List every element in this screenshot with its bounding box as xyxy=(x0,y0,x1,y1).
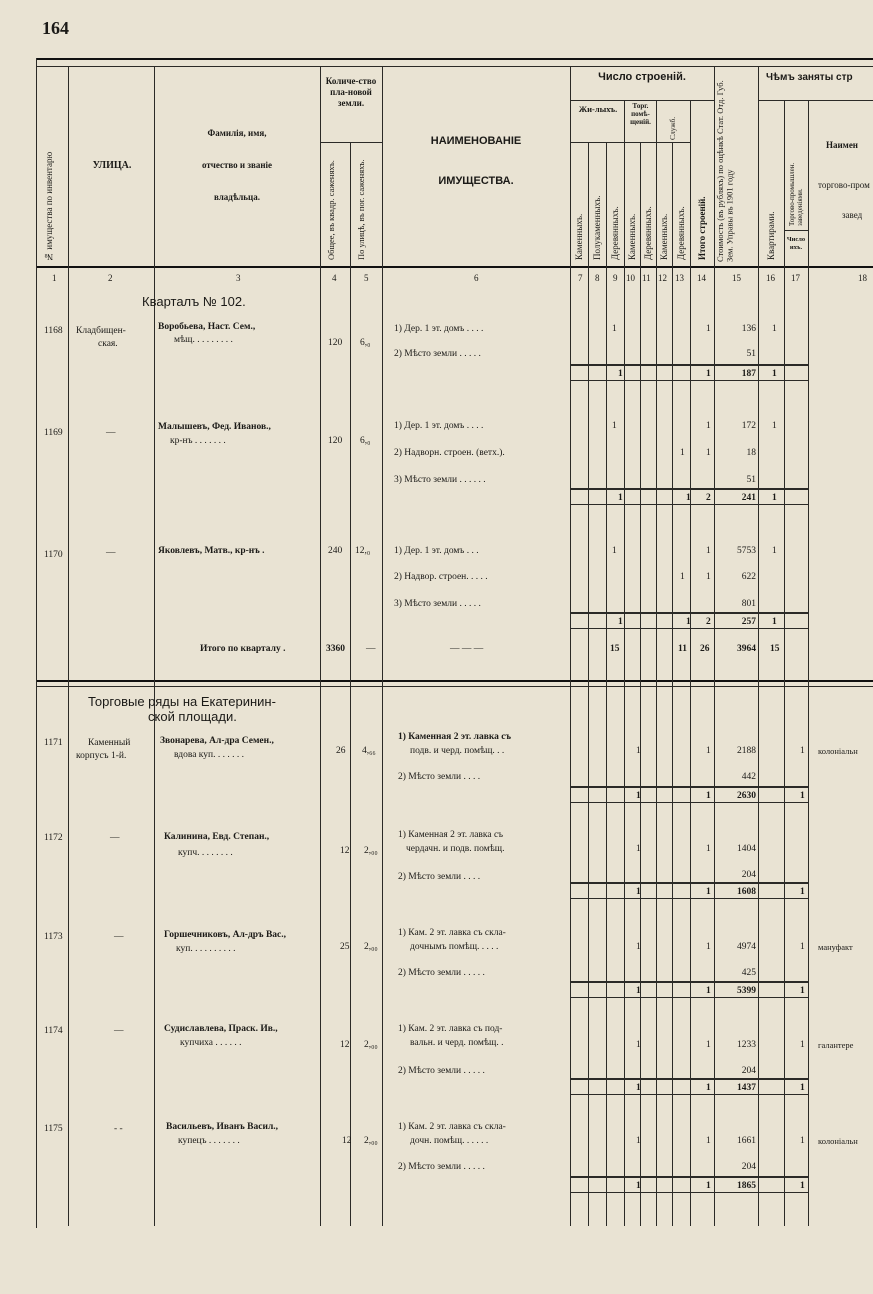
col-number: 4 xyxy=(332,273,337,283)
quarter-total-c9: 15 xyxy=(610,644,620,654)
owner-name: Яковлевъ, Матв., кр-нъ . xyxy=(158,546,265,556)
trade-type: колоніальн xyxy=(818,1136,858,1146)
quarter-total-item: — — — xyxy=(450,644,484,654)
header-street: УЛИЦА. xyxy=(92,160,132,171)
header-land-total: Общее, въ квадр. саженяхъ. xyxy=(326,160,336,260)
street: — xyxy=(106,428,116,438)
total-value: 257 xyxy=(741,617,756,627)
header-service: Служб. xyxy=(668,116,677,140)
land-area: 120 xyxy=(328,436,343,446)
header-c11: Деревянныхъ. xyxy=(643,206,653,260)
col-number: 3 xyxy=(236,273,241,283)
total-apartments: 1 xyxy=(772,369,777,379)
header-c17: Торгово-промышлен. заведеніями. xyxy=(788,162,804,226)
total-apartments: 1 xyxy=(772,493,777,503)
total-trade: 1 xyxy=(800,986,805,996)
land-area: 240 xyxy=(328,546,343,556)
property-item: 1) Каменная 2 эт. лавка съ xyxy=(398,732,512,742)
count-c13: 1 xyxy=(680,572,685,582)
value-rub: 204 xyxy=(741,870,756,880)
count-total: 1 xyxy=(706,746,711,756)
col-number: 8 xyxy=(595,273,600,283)
header-c8: Полукаменныхъ. xyxy=(592,195,602,260)
quarter-total-c13: 11 xyxy=(678,644,687,654)
count-total: 1 xyxy=(706,1040,711,1050)
header-inventory-number: № имущества по инвентарю xyxy=(44,151,54,262)
owner-status: куп. . . . . . . . . . xyxy=(176,944,236,954)
total-count: 2 xyxy=(706,493,711,503)
street: — xyxy=(110,833,120,843)
owner-name: Воробьева, Наст. Сем., xyxy=(158,322,256,332)
section-title-trade-rows-l2: ской площади. xyxy=(148,709,237,724)
col-number: 10 xyxy=(626,273,635,283)
property-item: 2) Мѣсто земли . . . . xyxy=(398,772,481,782)
quarter-total-front: — xyxy=(366,644,376,654)
header-c18-l3: завед xyxy=(842,210,863,220)
owner-name: Горшечниковъ, Ал-дръ Вас., xyxy=(164,930,287,940)
land-area: 12 xyxy=(340,846,350,856)
col-number: 17 xyxy=(791,273,800,283)
header-buildings-group: Число строеній. xyxy=(598,71,686,83)
header-trade: Торг. помѣ-щеній. xyxy=(630,102,651,126)
property-item: подв. и черд. помѣщ. . . xyxy=(410,746,505,756)
trade-type: колоніальн xyxy=(818,746,858,756)
header-c13: Деревянныхъ. xyxy=(676,206,686,260)
value-rub: 425 xyxy=(741,968,756,978)
count-total: 1 xyxy=(706,448,711,458)
col-number: 18 xyxy=(858,273,867,283)
col-number: 16 xyxy=(766,273,775,283)
total-trade: 1 xyxy=(800,1181,805,1191)
header-c18-l2: торгово-пром xyxy=(818,180,870,190)
col-number: 2 xyxy=(108,273,113,283)
street: Кладбищен- xyxy=(76,326,126,336)
land-area: 120 xyxy=(328,338,343,348)
header-c10: Каменныхъ. xyxy=(627,213,637,260)
land-front: 2,₀₀ xyxy=(364,942,378,952)
street: — xyxy=(114,932,124,942)
value-rub: 51 xyxy=(746,349,756,359)
land-front: 2,₀₀ xyxy=(364,1136,378,1146)
total-value: 1608 xyxy=(737,887,756,897)
header-c7: Каменныхъ. xyxy=(574,213,584,260)
property-item: 2) Надворн. строен. (ветх.). xyxy=(394,448,505,458)
property-item: 1) Дер. 1 эт. домъ . . . . xyxy=(394,421,484,431)
owner-status: мѣщ. . . . . . . . . xyxy=(174,335,233,345)
land-front: 12,₀ xyxy=(355,546,371,556)
street: - - xyxy=(114,1124,123,1134)
land-area: 12 xyxy=(342,1136,352,1146)
count-apartments: 1 xyxy=(772,546,777,556)
land-front: 4,₆₆ xyxy=(362,746,376,756)
total-c10: 1 xyxy=(636,1083,641,1093)
value-rub: 1233 xyxy=(737,1040,756,1050)
property-item: 3) Мѣсто земли . . . . . xyxy=(394,599,481,609)
inventory-number: 1169 xyxy=(44,428,63,438)
property-item: дочнымъ помѣщ. . . . . xyxy=(410,942,499,952)
count-c9: 1 xyxy=(612,546,617,556)
total-value: 1865 xyxy=(737,1181,756,1191)
value-rub: 204 xyxy=(741,1162,756,1172)
property-item: 2) Мѣсто земли . . . . xyxy=(398,872,481,882)
col-number: 5 xyxy=(364,273,369,283)
property-item: 1) Дер. 1 эт. домъ . . . . xyxy=(394,324,484,334)
header-owner-l2: отчество и званіе xyxy=(201,160,273,170)
col-number: 11 xyxy=(642,273,651,283)
land-front: 2,₀₀ xyxy=(364,846,378,856)
property-item: 1) Кам. 2 эт. лавка съ скла- xyxy=(398,928,506,938)
total-count: 2 xyxy=(706,617,711,627)
header-c16: Квартирами. xyxy=(766,211,776,260)
section-title-quarter: Кварталъ № 102. xyxy=(142,294,246,309)
count-c10: 1 xyxy=(636,1040,641,1050)
count-c10: 1 xyxy=(636,844,641,854)
count-trade: 1 xyxy=(800,746,805,756)
total-c9: 1 xyxy=(618,617,623,627)
land-front: 2,₀₀ xyxy=(364,1040,378,1050)
land-front: 6,₀ xyxy=(360,338,371,348)
value-rub: 2188 xyxy=(737,746,756,756)
street: ская. xyxy=(98,339,118,349)
owner-name: Калинина, Евд. Степан., xyxy=(164,832,270,842)
count-c10: 1 xyxy=(636,1136,641,1146)
page-number: 164 xyxy=(42,18,69,38)
value-rub: 1661 xyxy=(737,1136,756,1146)
inventory-number: 1168 xyxy=(44,326,63,336)
total-trade: 1 xyxy=(800,791,805,801)
total-value: 1437 xyxy=(737,1083,756,1093)
header-c12: Каменныхъ. xyxy=(659,213,669,260)
value-rub: 18 xyxy=(746,448,756,458)
quarter-total-area: 3360 xyxy=(326,644,345,654)
total-c13: 1 xyxy=(686,617,691,627)
property-item: чердачн. и подв. помѣщ. xyxy=(406,844,505,854)
total-trade: 1 xyxy=(800,1083,805,1093)
inventory-number: 1175 xyxy=(44,1124,63,1134)
total-value: 187 xyxy=(741,369,756,379)
property-item: 2) Мѣсто земли . . . . . xyxy=(398,1162,485,1172)
section-title-trade-rows: Торговые ряды на Екатеринин- xyxy=(88,694,276,709)
total-value: 5399 xyxy=(737,986,756,996)
total-value: 241 xyxy=(741,493,756,503)
count-trade: 1 xyxy=(800,942,805,952)
total-value: 2630 xyxy=(737,791,756,801)
col-number: 9 xyxy=(613,273,618,283)
header-owner-l3: владѣльца. xyxy=(214,192,260,202)
count-apartments: 1 xyxy=(772,324,777,334)
header-owner-l1: Фамилія, имя, xyxy=(207,128,267,138)
count-c10: 1 xyxy=(636,746,641,756)
owner-name: Звонарева, Ал-дра Семен., xyxy=(160,736,274,746)
total-apartments: 1 xyxy=(772,617,777,627)
total-trade: 1 xyxy=(800,887,805,897)
header-land-front: По улицѣ, въ пог. саженяхъ. xyxy=(356,159,366,260)
header-occupied-group: Чѣмъ заняты стр xyxy=(766,72,853,83)
count-total: 1 xyxy=(706,1136,711,1146)
owner-status: купч. . . . . . . . xyxy=(178,848,233,858)
land-area: 25 xyxy=(340,942,350,952)
count-c9: 1 xyxy=(612,324,617,334)
owner-name: Малышевъ, Фед. Иванов., xyxy=(158,422,271,432)
value-rub: 801 xyxy=(741,599,756,609)
count-total: 1 xyxy=(706,942,711,952)
count-trade: 1 xyxy=(800,1136,805,1146)
street: Каменный xyxy=(88,738,131,748)
col-number: 1 xyxy=(52,273,57,283)
inventory-number: 1172 xyxy=(44,833,63,843)
property-item: 2) Мѣсто земли . . . . . xyxy=(398,968,485,978)
header-land-group: Количе-ство пла-новой земли. xyxy=(325,76,377,108)
owner-name: Васильевъ, Иванъ Васил., xyxy=(166,1122,279,1132)
quarter-total-value: 3964 xyxy=(737,644,756,654)
count-total: 1 xyxy=(706,546,711,556)
value-rub: 4974 xyxy=(737,942,756,952)
total-c9: 1 xyxy=(618,369,623,379)
total-c9: 1 xyxy=(618,493,623,503)
property-item: 2) Мѣсто земли . . . . . xyxy=(394,349,481,359)
property-item: 1) Каменная 2 эт. лавка съ xyxy=(398,830,504,840)
col-number: 7 xyxy=(578,273,583,283)
count-c13: 1 xyxy=(680,448,685,458)
header-c17-count: Число ихъ. xyxy=(786,236,806,251)
col-number: 6 xyxy=(474,273,479,283)
total-count: 1 xyxy=(706,986,711,996)
land-area: 26 xyxy=(336,746,346,756)
trade-type: мануфакт xyxy=(818,942,853,952)
total-count: 1 xyxy=(706,1083,711,1093)
value-rub: 5753 xyxy=(737,546,756,556)
col-number: 15 xyxy=(732,273,741,283)
count-trade: 1 xyxy=(800,1040,805,1050)
total-count: 1 xyxy=(706,369,711,379)
header-c9: Деревянныхъ. xyxy=(610,206,620,260)
property-item: дочн. помѣщ. . . . . . xyxy=(410,1136,489,1146)
count-c10: 1 xyxy=(636,942,641,952)
value-rub: 136 xyxy=(741,324,756,334)
owner-status: кр-нъ . . . . . . . xyxy=(170,436,226,446)
inventory-number: 1173 xyxy=(44,932,63,942)
street: корпусъ 1-й. xyxy=(76,751,127,761)
trade-type: галантере xyxy=(818,1040,854,1050)
property-item: 2) Мѣсто земли . . . . . xyxy=(398,1066,485,1076)
count-total: 1 xyxy=(706,844,711,854)
property-item: 3) Мѣсто земли . . . . . . xyxy=(394,475,486,485)
total-c10: 1 xyxy=(636,986,641,996)
count-total: 1 xyxy=(706,421,711,431)
header-property-l2: ИМУЩЕСТВА. xyxy=(438,175,514,187)
header-c18-l1: Наимен xyxy=(826,140,858,150)
total-c10: 1 xyxy=(636,1181,641,1191)
quarter-total-c14: 26 xyxy=(700,644,710,654)
owner-status: вдова куп. . . . . . . xyxy=(174,750,244,760)
property-item: 2) Надвор. строен. . . . . xyxy=(394,572,488,582)
count-apartments: 1 xyxy=(772,421,777,431)
total-c10: 1 xyxy=(636,887,641,897)
header-c15: Стоимость (въ рубляхъ) по оцѣнкѣ Стат. Отд. Губ. Зем. Управы въ 1901 году xyxy=(715,80,735,262)
quarter-total-label: Итого по кварталу . xyxy=(200,644,286,654)
land-area: 12 xyxy=(340,1040,350,1050)
inventory-number: 1174 xyxy=(44,1026,63,1036)
street: — xyxy=(114,1026,124,1036)
count-total: 1 xyxy=(706,572,711,582)
value-rub: 172 xyxy=(741,421,756,431)
property-item: 1) Дер. 1 эт. домъ . . . xyxy=(394,546,479,556)
property-item: 1) Кам. 2 эт. лавка съ скла- xyxy=(398,1122,506,1132)
owner-name: Судиславлева, Праск. Ив., xyxy=(164,1024,278,1034)
total-count: 1 xyxy=(706,1181,711,1191)
header-residential: Жи-лыхъ. xyxy=(578,104,618,114)
count-total: 1 xyxy=(706,324,711,334)
quarter-total-apartments: 15 xyxy=(770,644,780,654)
value-rub: 1404 xyxy=(737,844,756,854)
col-number: 13 xyxy=(675,273,684,283)
inventory-number: 1171 xyxy=(44,738,63,748)
value-rub: 442 xyxy=(741,772,756,782)
col-number: 14 xyxy=(697,273,706,283)
owner-status: купецъ . . . . . . . xyxy=(178,1136,240,1146)
property-item: вальн. и черд. помѣщ. . xyxy=(410,1038,504,1048)
col-number: 12 xyxy=(658,273,667,283)
total-count: 1 xyxy=(706,791,711,801)
count-c9: 1 xyxy=(612,421,617,431)
owner-status: купчиха . . . . . . xyxy=(180,1038,242,1048)
property-item: 1) Кам. 2 эт. лавка съ под- xyxy=(398,1024,503,1034)
value-rub: 204 xyxy=(741,1066,756,1076)
value-rub: 51 xyxy=(746,475,756,485)
header-c14: Итого строеній. xyxy=(697,196,707,260)
header-property-l1: НАИМЕНОВАНІЕ xyxy=(430,135,522,147)
total-c10: 1 xyxy=(636,791,641,801)
total-count: 1 xyxy=(706,887,711,897)
street: — xyxy=(106,548,116,558)
land-front: 6,₀ xyxy=(360,436,371,446)
value-rub: 622 xyxy=(741,572,756,582)
total-c13: 1 xyxy=(686,493,691,503)
inventory-number: 1170 xyxy=(44,550,63,560)
